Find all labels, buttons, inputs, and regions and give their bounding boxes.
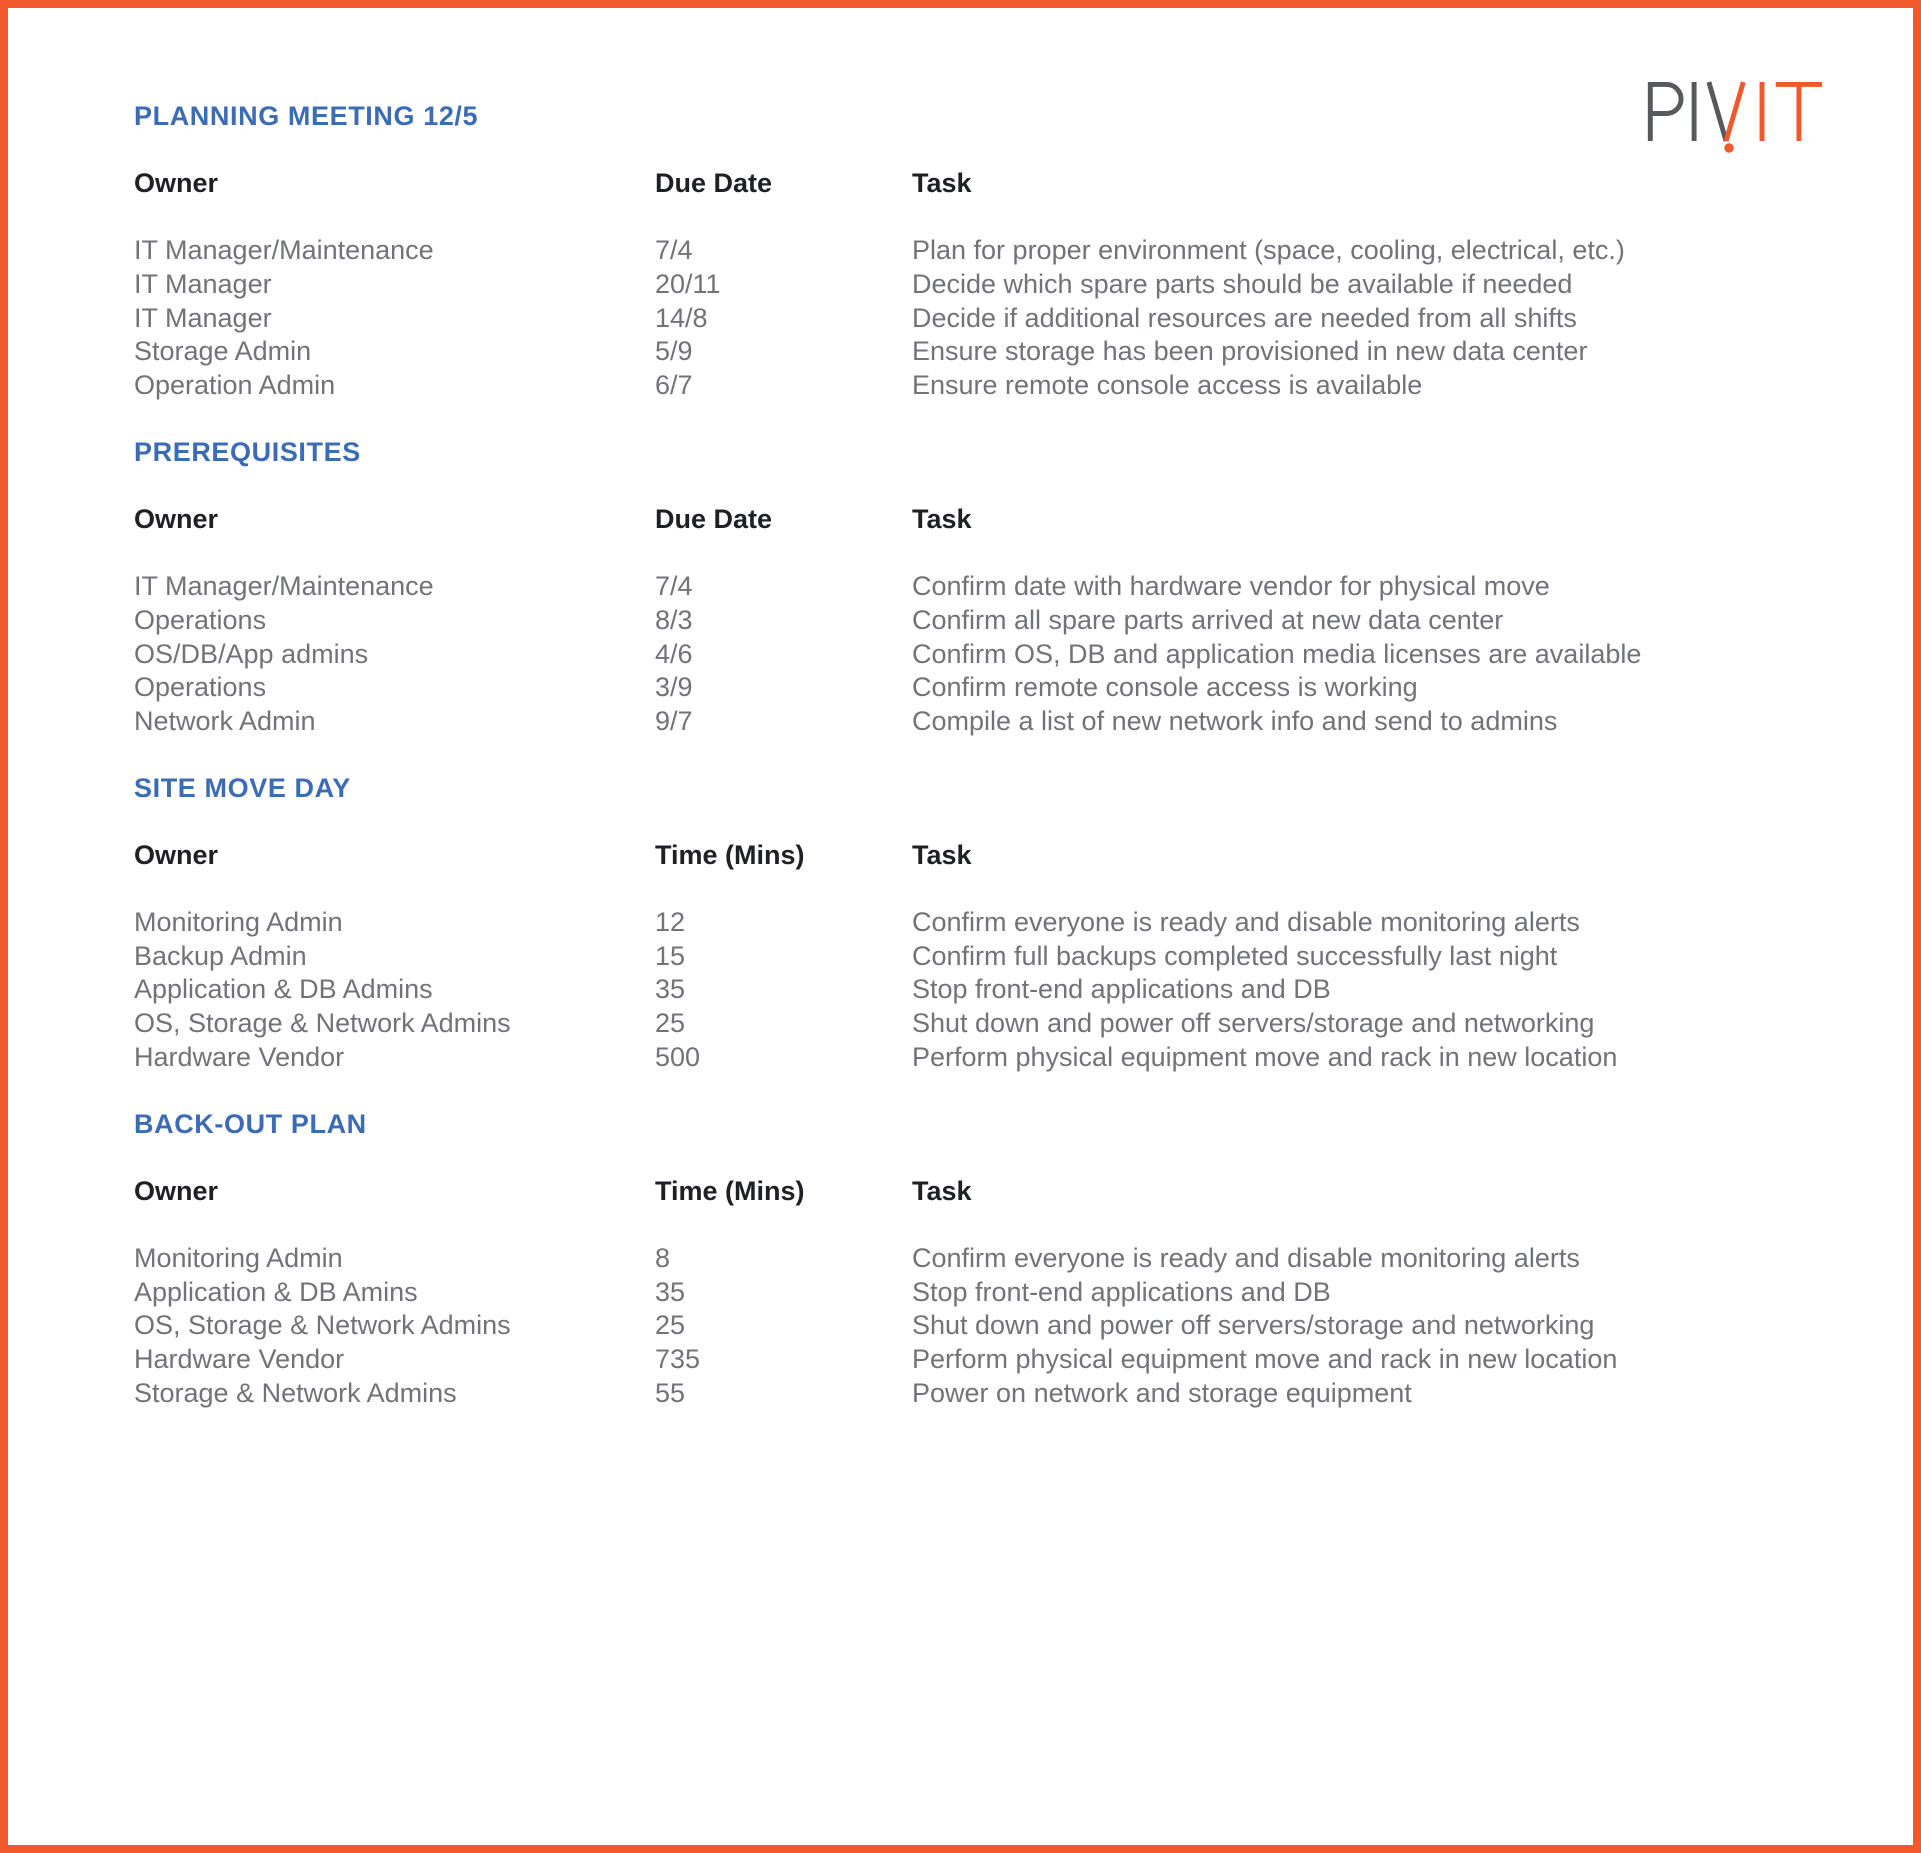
row-task: Stop front-end applications and DB: [912, 974, 1331, 1005]
row-time-mins: 55: [655, 1377, 686, 1408]
row-owner: IT Manager/Maintenance: [134, 571, 434, 602]
table-row: [134, 1276, 1843, 1310]
section-title: PLANNING MEETING 12/5: [134, 101, 479, 131]
row-owner: Storage Admin: [134, 336, 312, 367]
column-header-task: Task: [912, 840, 972, 871]
row-task: Compile a list of new network info and send to admins: [912, 705, 1558, 736]
row-owner: Network Admin: [134, 705, 316, 736]
table-row: [134, 1377, 1843, 1411]
row-due-date: 5/9: [655, 336, 693, 367]
row-owner: Hardware Vendor: [134, 1343, 345, 1374]
table-header-row: [134, 1175, 1843, 1209]
row-task: Perform physical equipment move and rack in new location: [912, 1343, 1618, 1374]
row-task: Confirm full backups completed successfully last night: [912, 940, 1558, 971]
row-due-date: 3/9: [655, 672, 693, 703]
column-header-owner: Owner: [134, 168, 219, 199]
row-owner: IT Manager/Maintenance: [134, 235, 434, 266]
table-header-row: [134, 839, 1843, 873]
row-owner: Application & DB Amins: [134, 1276, 418, 1307]
column-header-due-date: Due Date: [655, 168, 773, 199]
row-owner: Backup Admin: [134, 940, 307, 971]
column-header-owner: Owner: [134, 1176, 219, 1206]
table-row: [134, 906, 1843, 940]
row-task: Shut down and power off servers/storage and networking: [912, 1008, 1595, 1039]
row-task: Ensure storage has been provisioned in new data center: [912, 336, 1588, 367]
table-row: [134, 570, 1843, 604]
row-task: Plan for proper environment (space, cooling, electrical, etc.): [912, 235, 1625, 266]
pivit-logo: [1638, 74, 1825, 153]
column-header-time-mins: Time (Mins): [655, 1176, 805, 1206]
row-task: Confirm all spare parts arrived at new data center: [912, 604, 1504, 635]
table-header-row: [134, 503, 1843, 537]
row-due-date: 9/7: [655, 705, 693, 736]
table-row: [134, 1007, 1843, 1041]
row-owner: Monitoring Admin: [134, 1243, 343, 1274]
column-header-task: Task: [912, 504, 972, 535]
row-owner: Monitoring Admin: [134, 907, 343, 938]
row-task: Stop front-end applications and DB: [912, 1276, 1331, 1307]
column-header-time-mins: Time (Mins): [655, 840, 805, 871]
table-row: [134, 705, 1843, 739]
column-header-owner: Owner: [134, 840, 219, 871]
column-header-due-date: Due Date: [655, 504, 773, 535]
row-time-mins: 735: [655, 1343, 701, 1374]
pivit-logo-icon: [1638, 74, 1825, 153]
row-due-date: 4/6: [655, 638, 693, 669]
section-title: BACK-OUT PLAN: [134, 1108, 367, 1139]
row-task: Confirm everyone is ready and disable monitoring alerts: [912, 1243, 1580, 1274]
table-row: [134, 973, 1843, 1007]
section-title: SITE MOVE DAY: [134, 772, 351, 803]
document-content: [8, 8, 1913, 1410]
row-owner: Operation Admin: [134, 369, 336, 400]
table-header-row: [134, 167, 1843, 201]
table-row: [134, 234, 1843, 268]
table-row: [134, 335, 1843, 369]
table-row: [134, 671, 1843, 705]
row-task: Confirm remote console access is working: [912, 672, 1418, 703]
table-row: [134, 604, 1843, 638]
row-time-mins: 35: [655, 974, 686, 1005]
table-row: [134, 1343, 1843, 1377]
row-owner: OS, Storage & Network Admins: [134, 1310, 511, 1341]
row-task: Shut down and power off servers/storage and networking: [912, 1310, 1595, 1341]
table-row: [134, 638, 1843, 672]
row-due-date: 8/3: [655, 604, 693, 635]
section-back-out-plan: [134, 1108, 1843, 1410]
row-time-mins: 25: [655, 1008, 686, 1039]
row-due-date: 20/11: [655, 268, 721, 299]
section-planning-meeting: [134, 100, 1843, 402]
row-task: Confirm everyone is ready and disable monitoring alerts: [912, 907, 1580, 938]
section-prerequisites: [134, 436, 1843, 738]
section-title: PREREQUISITES: [134, 436, 361, 467]
row-owner: Application & DB Admins: [134, 974, 433, 1005]
row-time-mins: 35: [655, 1276, 686, 1307]
row-task: Power on network and storage equipment: [912, 1377, 1412, 1408]
row-task: Confirm OS, DB and application media licenses are available: [912, 638, 1642, 669]
table-row: [134, 1309, 1843, 1343]
row-task: Perform physical equipment move and rack in new location: [912, 1041, 1618, 1072]
row-due-date: 6/7: [655, 369, 693, 400]
table-row: [134, 940, 1843, 974]
row-task: Ensure remote console access is available: [912, 369, 1423, 400]
row-task: Confirm date with hardware vendor for physical move: [912, 571, 1550, 602]
row-owner: OS/DB/App admins: [134, 638, 369, 669]
table-row: [134, 302, 1843, 336]
column-header-task: Task: [912, 1176, 972, 1206]
row-task: Decide which spare parts should be available if needed: [912, 268, 1573, 299]
table-row: [134, 369, 1843, 403]
table-row: [134, 1041, 1843, 1075]
row-due-date: 7/4: [655, 571, 693, 602]
row-owner: Storage & Network Admins: [134, 1377, 457, 1408]
row-due-date: 7/4: [655, 235, 693, 266]
row-time-mins: 15: [655, 940, 686, 971]
row-time-mins: 12: [655, 907, 686, 938]
column-header-owner: Owner: [134, 504, 219, 535]
row-due-date: 14/8: [655, 302, 708, 333]
row-task: Decide if additional resources are needed from all shifts: [912, 302, 1577, 333]
row-owner: OS, Storage & Network Admins: [134, 1008, 511, 1039]
row-owner: Operations: [134, 672, 267, 703]
table-row: [134, 1242, 1843, 1276]
row-time-mins: 8: [655, 1243, 671, 1274]
table-row: [134, 268, 1843, 302]
row-owner: Hardware Vendor: [134, 1041, 345, 1072]
row-owner: Operations: [134, 604, 267, 635]
row-time-mins: 500: [655, 1041, 701, 1072]
row-owner: IT Manager: [134, 302, 272, 333]
section-site-move-day: [134, 772, 1843, 1074]
column-header-task: Task: [912, 168, 972, 199]
row-owner: IT Manager: [134, 268, 272, 299]
row-time-mins: 25: [655, 1310, 686, 1341]
